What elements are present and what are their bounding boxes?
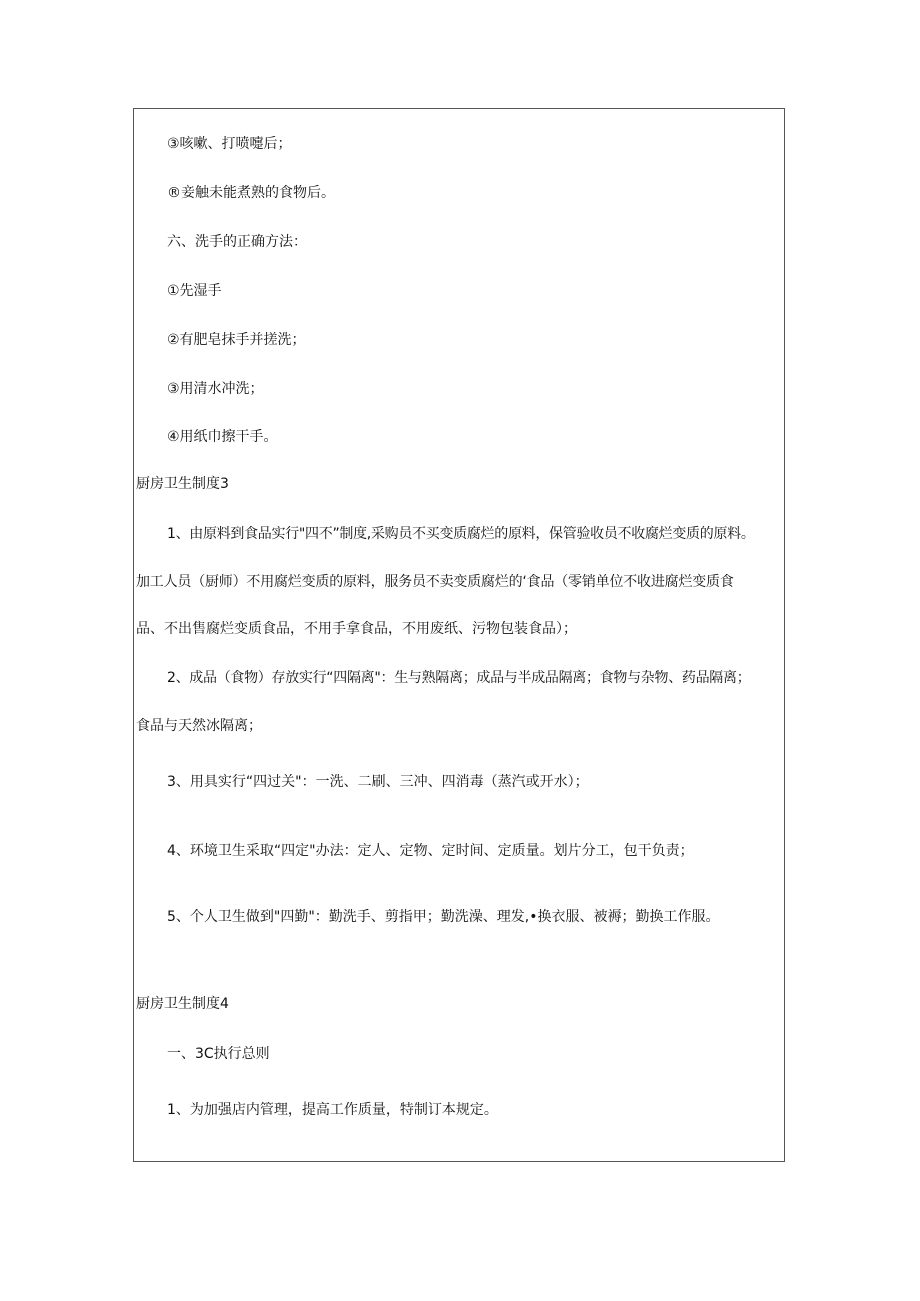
text-line: 3、用具实行“四过关"：一洗、二刷、三冲、四消毒（蒸汽或开水）；	[167, 774, 589, 790]
text-line: ③用清水冲洗；	[167, 381, 264, 397]
text-line: 5、个人卫生做到"四勤"：勤洗手、剪指甲；勤洗澡、理发,•换衣服、被褥；勤换工作服。	[167, 909, 720, 925]
text-line: 1、为加强店内管理，提高工作质量，特制订本规定。	[167, 1102, 498, 1118]
document-heading: 厨房卫生制度3	[136, 476, 229, 492]
text-line: ①先湿手	[167, 283, 222, 299]
document-heading: 厨房卫生制度4	[136, 996, 229, 1012]
text-line: 品、不出售腐烂变质食品，不用手拿食品，不用废纸、污物包装食品）；	[136, 621, 577, 637]
text-line: ®妾触未能煮熟的食物后。	[167, 185, 335, 201]
text-line: ②有肥皂抹手并搓洗；	[167, 332, 306, 348]
text-line: ④用纸巾擦干手。	[167, 429, 278, 445]
text-line: 食品与天然冰隔离；	[136, 718, 262, 734]
text-line: 加工人员（厨师）不用腐烂变质的原料，服务员不卖变质腐烂的‘食品（零销单位不收进腐烂变质食	[136, 574, 734, 590]
text-line: 2、成品（食物）存放实行“四隔离"：生与熟隔离；成品与半成品隔离；食物与杂物、药品隔离；	[167, 670, 751, 686]
section-heading: 一、3C执行总则	[167, 1046, 270, 1062]
section-heading: 六、洗手的正确方法：	[167, 234, 307, 250]
text-line: 4、环境卫生采取“四定"办法：定人、定物、定时间、定质量。划片分工，包干负责；	[167, 843, 694, 859]
text-line: ③咳嗽、打喷嚏后；	[167, 136, 292, 152]
text-line: 1、由原料到食品实行"四不”制度,采购员不买变质腐烂的原料，保管验收员不收腐烂变质的原料。	[167, 526, 755, 542]
